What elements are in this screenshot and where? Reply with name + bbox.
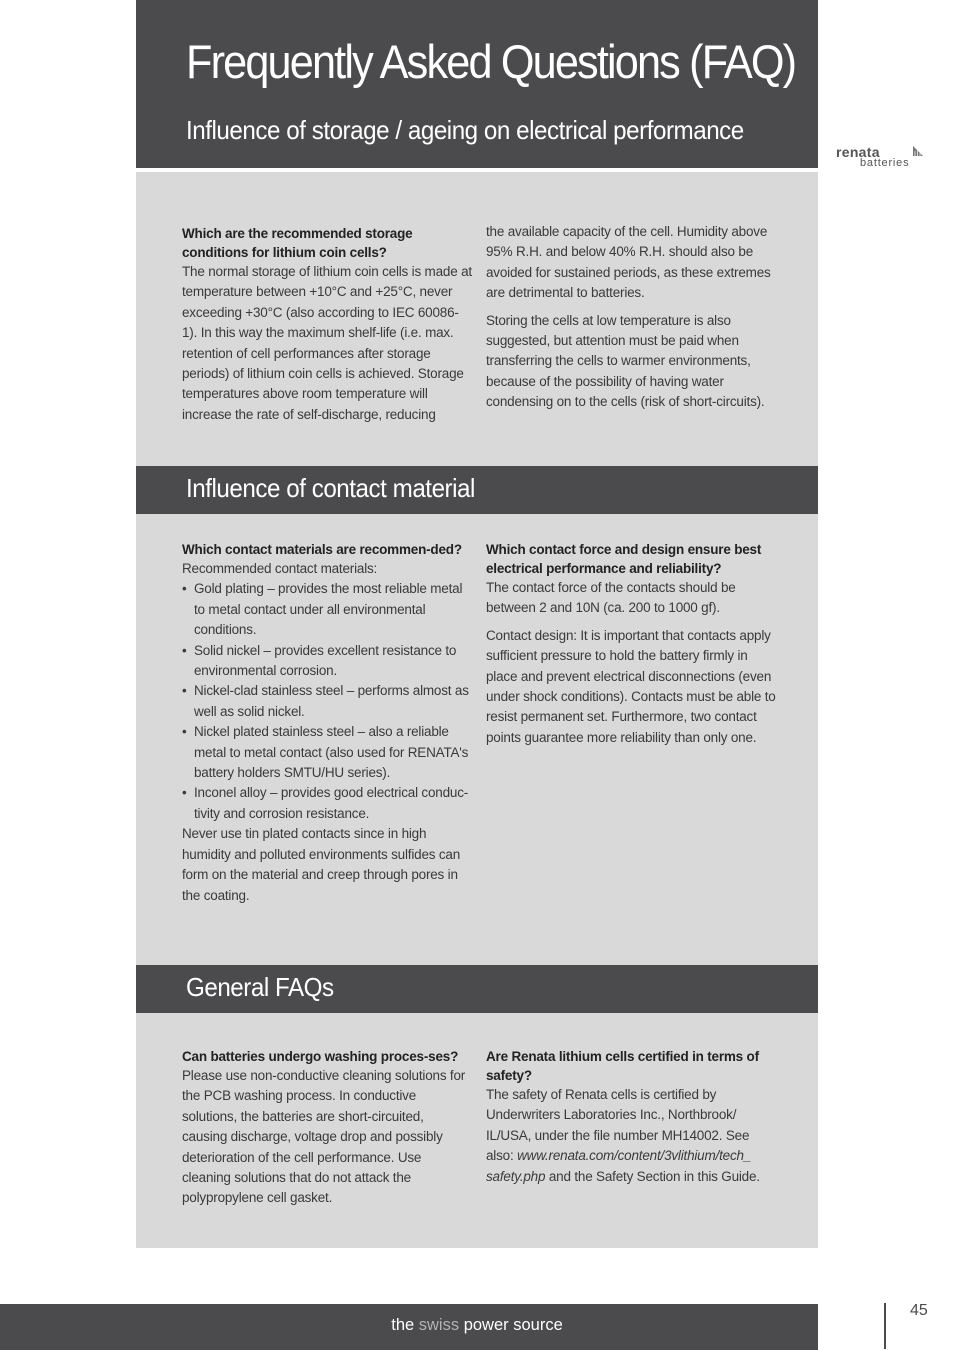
page-title: Frequently Asked Questions (FAQ) xyxy=(186,35,796,88)
footer-tagline xyxy=(0,1316,954,1335)
safety-url-link[interactable]: www.renata.com/content/3vlithium/tech_ safety.php xyxy=(486,1148,752,1184)
page-footer xyxy=(0,1304,818,1350)
faq-answer-outro: Never use tin plated contacts since in high humidity and polluted environments sulfides can form on the material and creep through pores in the coating. xyxy=(182,826,461,903)
tagline-accent: swiss xyxy=(418,1316,460,1334)
footer-divider xyxy=(884,1303,886,1349)
faq-answer-paragraph: Storing the cells at low temperature is also suggested, but attention must be paid when transferring the cells to warmer environments, because of the possibility of having water condensing on to the cells (risk of short-circuits). xyxy=(486,312,765,410)
faq-answer xyxy=(486,1085,776,1187)
storage-col-right xyxy=(486,222,776,420)
renata-logo xyxy=(836,144,936,172)
list-item: • Solid nickel – provides excellent resistance to environmental corrosion. xyxy=(182,641,472,682)
faq-answer: The normal storage of lithium coin cells is made at temperature between +10°C and +25°C, never exceeding +30°C (also according to IEC 60086-1). In this way the maximum shelf-life (i.e. max. retention of cell performances after storage periods) of lithium coin cells is achieved. Storage temperatures above room temperature will increase the rate of self-discharge, reducing xyxy=(182,264,472,422)
answer-text: The safety of Renata cells is certified by Underwriters Laboratories Inc., Northbrook/ IL/USA, under the file number MH14002. See also: xyxy=(486,1087,750,1164)
faq-question: Can batteries undergo washing proces-ses? xyxy=(182,1049,459,1064)
general-section-band xyxy=(136,965,818,1013)
general-col-right xyxy=(486,1047,776,1187)
list-item: • Nickel plated stainless steel – also a reliable metal to metal contact (also used for RENATA's battery holders SMTU/HU series). xyxy=(182,722,472,783)
faq-answer: The contact force of the contacts should be between 2 and 10N (ca. 200 to 1000 gf). xyxy=(486,580,736,616)
list-item: • Inconel alloy – provides good electrical conduc-tivity and corrosion resistance. xyxy=(182,783,472,824)
logo-sub-text: batteries xyxy=(860,157,910,169)
contact-col-right xyxy=(486,540,776,755)
tagline-text: power source xyxy=(463,1316,563,1334)
section-heading-general: General FAQs xyxy=(186,972,334,1002)
faq-answer: Please use non-conductive cleaning solutions for the PCB washing process. In conductive solutions, the batteries are short-circuited, causing discharge, voltage drop and possibly deterioration of the cell performance. Use cleaning solutions that do not attack the polypropylene cell gasket. xyxy=(182,1068,466,1206)
contact-col-left xyxy=(182,540,472,906)
faq-question: Are Renata lithium cells certified in terms of safety? xyxy=(486,1049,759,1083)
answer-text: and the Safety Section in this Guide. xyxy=(548,1168,760,1184)
faq-question: Which contact force and design ensure best electrical performance and reliability? xyxy=(486,542,762,576)
list-item: • Nickel-clad stainless steel – performs almost as well as solid nickel. xyxy=(182,681,472,722)
faq-answer-continued: the available capacity of the cell. Humidity above 95% R.H. and below 40% R.H. should also be avoided for sustained periods, as these extremes are detrimental to batteries. xyxy=(486,224,771,301)
faq-answer-intro: Recommended contact materials: xyxy=(182,561,378,576)
section-heading-storage: Influence of storage / ageing on electrical performance xyxy=(186,115,744,145)
logo-brand-text: renata xyxy=(836,144,880,160)
storage-col-left xyxy=(182,224,472,425)
contact-section-band xyxy=(136,466,818,514)
general-col-left xyxy=(182,1047,472,1209)
page-number: 45 xyxy=(910,1302,928,1319)
faq-answer-paragraph: Contact design: It is important that contacts apply sufficient pressure to hold the battery firmly in place and prevent electrical disconnections (even under shock conditions). Contacts must be able to resist permanent set. Furthermore, two contact points guarantee more reliability than only one. xyxy=(486,627,776,745)
contact-materials-list xyxy=(182,579,472,824)
page-header xyxy=(136,0,818,168)
faq-question: Which contact materials are recommen-ded? xyxy=(182,542,462,557)
section-heading-contact: Influence of contact material xyxy=(186,473,475,503)
tagline-text: the xyxy=(391,1316,415,1334)
list-item: • Gold plating – provides the most reliable metal to metal contact under all environmental conditions. xyxy=(182,579,472,640)
faq-question: Which are the recommended storage conditions for lithium coin cells? xyxy=(182,226,413,260)
logo-signal-icon xyxy=(912,145,924,157)
